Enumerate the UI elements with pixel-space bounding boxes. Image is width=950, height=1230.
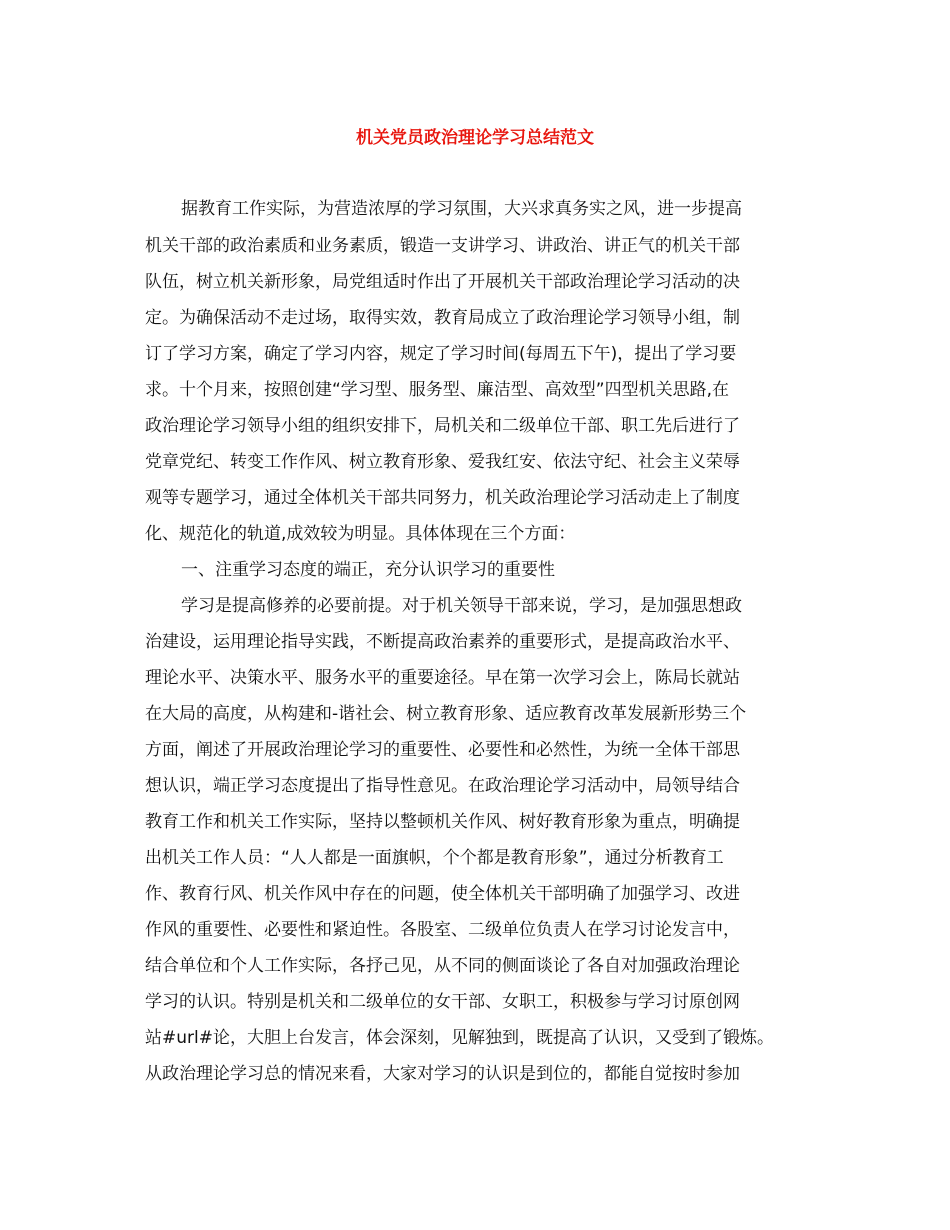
paragraph-line: 化、规范化的轨道,成效较为明显。具体体现在三个方面： [145,524,576,544]
paragraph-line: 教育工作和机关工作实际，坚持以整顿机关作风、树好教育形象为重点，明确提 [145,812,740,832]
paragraph-line: 定。为确保活动不走过场，取得实效，教育局成立了政治理论学习领导小组，制 [145,308,740,328]
paragraph-line: 从政治理论学习总的情况来看，大家对学习的认识是到位的，都能自觉按时参加 [145,1064,740,1084]
paragraph-line: 学习的认识。特别是机关和二级单位的女干部、女职工，积极参与学习讨原创网 [145,992,740,1012]
paragraph-line: 学习是提高修养的必要前提。对于机关领导干部来说，学习，是加强思想政 [181,596,742,616]
document-title: 机关党员政治理论学习总结范文 [356,128,594,148]
paragraph-line: 结合单位和个人工作实际，各抒己见，从不同的侧面谈论了各自对加强政治理论 [145,956,740,976]
paragraph-line: 机关干部的政治素质和业务素质，锻造一支讲学习、讲政治、讲正气的机关干部 [145,236,740,256]
section-heading: 一、注重学习态度的端正，充分认识学习的重要性 [181,560,555,580]
paragraph-line: 党章党纪、转变工作作风、树立教育形象、爱我红安、依法守纪、社会主义荣辱 [145,452,740,472]
paragraph-line: 求。十个月来，按照创建“学习型、服务型、廉洁型、高效型”四型机关思路,在 [145,380,730,400]
paragraph-line: 订了学习方案，确定了学习内容，规定了学习时间(每周五下午)，提出了学习要 [145,344,737,364]
paragraph-line: 想认识，端正学习态度提出了指导性意见。在政治理论学习活动中，局领导结合 [145,776,740,796]
paragraph-line: 作、教育行风、机关作风中存在的问题，使全体机关干部明确了加强学习、改进 [145,884,740,904]
paragraph-line: 出机关工作人员：“人人都是一面旗帜，个个都是教育形象”，通过分析教育工 [145,848,724,868]
paragraph-line: 站#url#论，大胆上台发言，体会深刻，见解独到，既提高了认识，又受到了锻炼。 [145,1028,774,1048]
paragraph-line: 作风的重要性、必要性和紧迫性。各股室、二级单位负责人在学习讨论发言中， [145,920,740,940]
paragraph-line: 在大局的高度，从构建和-谐社会、树立教育形象、适应教育改革发展新形势三个 [145,704,747,724]
paragraph-line: 理论水平、决策水平、服务水平的重要途径。早在第一次学习会上，陈局长就站 [145,668,740,688]
paragraph-line: 政治理论学习领导小组的组织安排下，局机关和二级单位干部、职工先后进行了 [145,416,740,436]
paragraph-line: 观等专题学习，通过全体机关干部共同努力，机关政治理论学习活动走上了制度 [145,488,740,508]
paragraph-line: 方面，阐述了开展政治理论学习的重要性、必要性和必然性，为统一全体干部思 [145,740,740,760]
paragraph-line: 队伍，树立机关新形象，局党组适时作出了开展机关干部政治理论学习活动的决 [145,272,740,292]
paragraph-line: 治建设，运用理论指导实践，不断提高政治素养的重要形式，是提高政治水平、 [145,632,740,652]
paragraph-line: 据教育工作实际，为营造浓厚的学习氛围，大兴求真务实之风，进一步提高 [181,199,742,219]
